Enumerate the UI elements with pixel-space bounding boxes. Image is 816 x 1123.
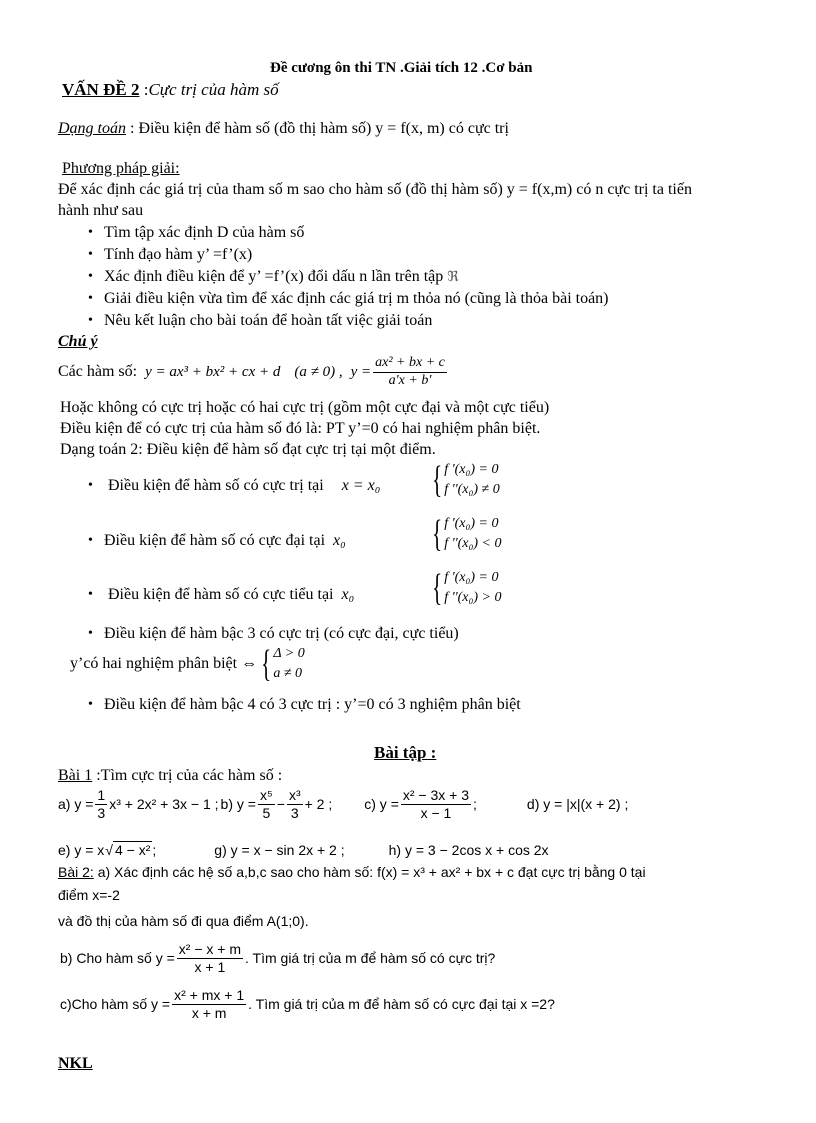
condition-1-text: Điều kiện để hàm số có cực trị tại x = x₀ — [108, 477, 381, 494]
section-label: VẤN ĐỀ 2 — [62, 80, 140, 99]
page-header: Đề cương ôn thi TN .Giải tích 12 .Cơ bản — [270, 60, 533, 76]
method-step: Tìm tập xác định D của hàm số — [104, 224, 305, 241]
condition-4-sub: y’có hai nghiệm phân biệt ⇔ { Δ > 0 a ≠ 0 — [70, 643, 305, 686]
bullet: • — [88, 269, 93, 284]
condition-1-system: { f '(x₀) = 0 f ''(x₀) ≠ 0 — [432, 459, 500, 502]
bullet: • — [88, 247, 93, 262]
rational-lhs: y = — [350, 363, 372, 380]
note-line-2: Điều kiện để có cực trị của hàm số đó là: PT y’=0 có hai nghiệm phân biệt. — [60, 420, 541, 437]
method-step: Nêu kết luận cho bài toán để hoàn tất việc giải toán — [104, 312, 433, 329]
note-label: Chú ý — [58, 333, 98, 350]
dang-toan-line — [58, 120, 509, 138]
bullet: • — [88, 478, 93, 493]
bullet: • — [88, 626, 93, 641]
condition-2-system: { f '(x₀) = 0 f ''(x₀) < 0 — [432, 513, 502, 556]
exercise-1-row-1: a) y = $\frac{1}{3}$ x³ + 2x² + 3x − 1 ; b) y = $\frac{\text{x⁵}}{5}$ − $\frac{\text{x³}}{3}$ + 2 ; c) y = $\frac{\text{x² − 3x + 3}}{x - 1}$ ; d) y = |x|(x + 2) ; — [58, 787, 629, 821]
exercise-2b-line: b) Cho hàm số y = $\frac{\text{x² − x + m}}{x + 1}$ . Tìm giá trị của m để hàm số có cực trị? — [60, 941, 496, 975]
cubic-condition: (a ≠ 0) , — [294, 363, 343, 380]
dang-toan-label: Dạng toán — [58, 120, 126, 137]
condition-2-text: Điều kiện để hàm số có cực đại tại x₀ — [104, 532, 346, 549]
method-intro-2: hành như sau — [58, 202, 144, 219]
exercise-2-line-2: điểm x=-2 — [58, 887, 120, 903]
bullet: • — [88, 313, 93, 328]
condition-4-text: Điều kiện để hàm bậc 3 có cực trị (có cực đại, cực tiểu) — [104, 625, 459, 642]
exercise-1-label: Bài 1 — [58, 767, 93, 784]
dang-toan-text: : Điều kiện để hàm số (đồ thị hàm số) y = f(x, m) có cực trị — [126, 120, 509, 137]
method-step: Xác định điều kiện để y’ =f’(x) đổi dấu n lần trên tập ℜ — [104, 268, 459, 285]
exercise-2-label: Bài 2: — [58, 864, 94, 880]
functions-label: Các hàm số: — [58, 362, 138, 380]
note-line-3: Dạng toán 2: Điều kiện để hàm số đạt cực trị tại một điểm. — [60, 441, 436, 458]
bullet: • — [88, 533, 93, 548]
note-functions — [58, 356, 449, 388]
exercise-1-line: Bài 1 :Tìm cực trị của các hàm số : — [58, 767, 283, 784]
exercises-heading: Bài tập : — [374, 743, 437, 762]
exercise-2c-line: c)Cho hàm số y = $\frac{\text{x² + mx + 1}}{x + m}$ . Tìm giá trị của m để hàm số có cực đại tại x =2? — [60, 987, 555, 1021]
cubic-formula: y = ax³ + bx² + cx + d — [145, 363, 281, 380]
bullet: • — [88, 587, 93, 602]
section-sep: : — [139, 80, 149, 99]
footer-signature: NKL — [58, 1055, 93, 1072]
exercise-2-line-3: và đồ thị của hàm số đi qua điểm A(1;0). — [58, 913, 309, 929]
section-heading — [62, 80, 279, 100]
bullet: • — [88, 697, 93, 712]
method-intro-1: Để xác định các giá trị của tham số m sao cho hàm số (đồ thị hàm số) y = f(x,m) có n cực trị ta tiến — [58, 181, 692, 198]
condition-3-text: Điều kiện để hàm số có cực tiểu tại x₀ — [108, 586, 355, 603]
section-topic: Cực trị của hàm số — [148, 80, 279, 99]
method-step: Tính đạo hàm y’ =f’(x) — [104, 246, 253, 263]
bullet: • — [88, 291, 93, 306]
condition-5-text: Điều kiện để hàm bậc 4 có 3 cực trị : y’=0 có 3 nghiệm phân biệt — [104, 696, 521, 713]
real-set-icon: ℜ — [447, 270, 459, 285]
exercise-2-line-1: Bài 2: a) Xác định các hệ số a,b,c sao cho hàm số: f(x) = x³ + ax² + bx + c đạt cực trị bằng 0 tại — [58, 864, 646, 880]
method-label: Phương pháp giải: — [62, 160, 180, 177]
method-step: Giải điều kiện vừa tìm để xác định các giá trị m thỏa nó (cũng là thỏa bài toán) — [104, 290, 609, 307]
condition-3-system: { f '(x₀) = 0 f ''(x₀) > 0 — [432, 567, 502, 610]
note-line-1: Hoặc không có cực trị hoặc có hai cực trị (gồm một cực đại và một cực tiểu) — [60, 399, 550, 416]
bullet: • — [88, 225, 93, 240]
rational-fraction: $\frac{\text{ax² + bx + c}}{a'x + b'}$ — [375, 355, 445, 388]
exercise-1-row-2: e) y = x √ 4 − x² ; g) y = x − sin 2x + 2 ; h) y = 3 − 2cos x + cos 2x — [58, 841, 549, 858]
